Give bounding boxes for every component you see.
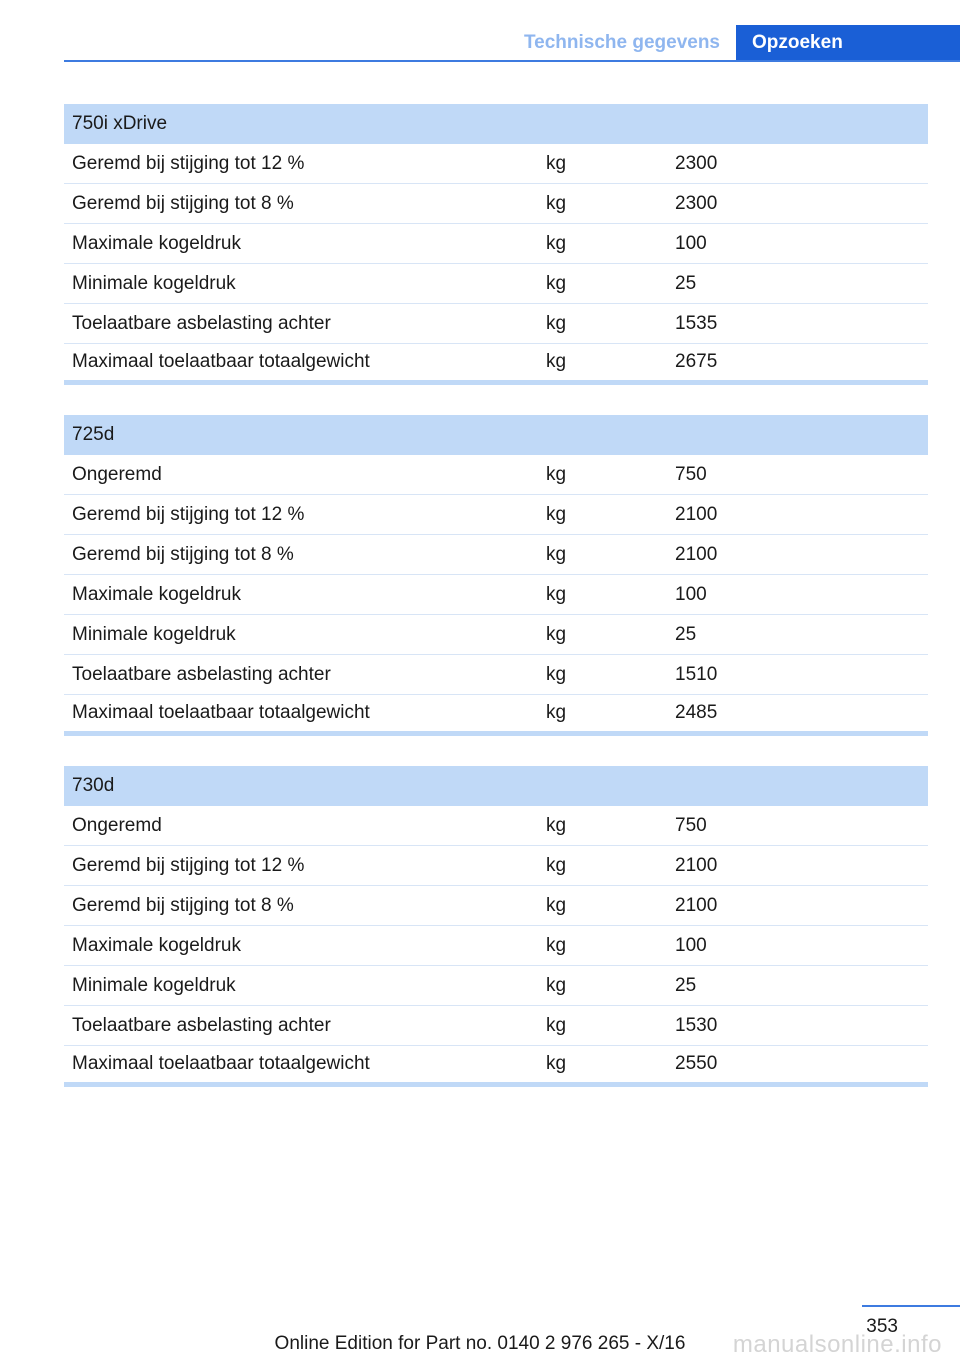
row-unit: kg [538, 535, 667, 575]
row-unit: kg [538, 806, 667, 846]
table-row [64, 846, 928, 886]
table-row [64, 806, 928, 846]
row-value: 2550 [667, 1046, 928, 1085]
row-label: Toelaatbare asbelasting achter [64, 304, 538, 344]
row-unit: kg [538, 455, 667, 495]
row-label: Maximale kogeldruk [64, 224, 538, 264]
row-unit: kg [538, 304, 667, 344]
row-label: Maximaal toelaatbaar totaalgewicht [64, 1046, 538, 1085]
table-row [64, 344, 928, 383]
row-value: 2485 [667, 695, 928, 734]
table-row [64, 144, 928, 184]
row-unit: kg [538, 344, 667, 383]
table-row [64, 264, 928, 304]
row-unit: kg [538, 846, 667, 886]
row-unit: kg [538, 184, 667, 224]
header-section-title: Technische gegevens [523, 32, 720, 53]
row-label: Ongeremd [64, 455, 538, 495]
spec-table [64, 104, 928, 385]
row-value: 750 [667, 455, 928, 495]
table-title: 750i xDrive [64, 104, 928, 144]
table-row [64, 495, 928, 535]
spec-table [64, 415, 928, 736]
table-row [64, 1006, 928, 1046]
table-row [64, 926, 928, 966]
table-row [64, 655, 928, 695]
row-label: Maximaal toelaatbaar totaalgewicht [64, 344, 538, 383]
row-label: Minimale kogeldruk [64, 966, 538, 1006]
row-unit: kg [538, 886, 667, 926]
row-label: Maximale kogeldruk [64, 575, 538, 615]
row-label: Geremd bij stijging tot 8 % [64, 886, 538, 926]
row-label: Geremd bij stijging tot 12 % [64, 144, 538, 184]
row-value: 2300 [667, 184, 928, 224]
row-value: 25 [667, 264, 928, 304]
row-value: 2100 [667, 846, 928, 886]
row-unit: kg [538, 1006, 667, 1046]
header-divider [64, 60, 960, 62]
footer-edition-text: Online Edition for Part no. 0140 2 976 265 - X/16 [274, 1333, 686, 1354]
row-label: Toelaatbare asbelasting achter [64, 1006, 538, 1046]
row-value: 1510 [667, 655, 928, 695]
table-row [64, 224, 928, 264]
row-label: Geremd bij stijging tot 12 % [64, 495, 538, 535]
row-unit: kg [538, 695, 667, 734]
page-header [0, 0, 960, 62]
row-value: 25 [667, 615, 928, 655]
table-row [64, 1046, 928, 1085]
spec-table [64, 766, 928, 1087]
row-value: 1535 [667, 304, 928, 344]
row-label: Toelaatbare asbelasting achter [64, 655, 538, 695]
row-value: 100 [667, 926, 928, 966]
table-row [64, 615, 928, 655]
row-unit: kg [538, 615, 667, 655]
row-value: 2675 [667, 344, 928, 383]
table-title: 725d [64, 415, 928, 455]
spec-tables [64, 104, 928, 1117]
row-unit: kg [538, 224, 667, 264]
row-value: 2300 [667, 144, 928, 184]
page-number: 353 [866, 1316, 898, 1337]
table-row [64, 455, 928, 495]
row-unit: kg [538, 966, 667, 1006]
row-value: 2100 [667, 535, 928, 575]
table-title: 730d [64, 766, 928, 806]
row-label: Geremd bij stijging tot 12 % [64, 846, 538, 886]
row-label: Geremd bij stijging tot 8 % [64, 184, 538, 224]
row-label: Geremd bij stijging tot 8 % [64, 535, 538, 575]
header-tab-opzoeken[interactable]: Opzoeken [736, 25, 960, 62]
row-value: 1530 [667, 1006, 928, 1046]
row-unit: kg [538, 144, 667, 184]
table-row [64, 184, 928, 224]
row-label: Ongeremd [64, 806, 538, 846]
table-row [64, 695, 928, 734]
row-unit: kg [538, 575, 667, 615]
page-number-divider [862, 1305, 960, 1307]
row-label: Maximale kogeldruk [64, 926, 538, 966]
row-unit: kg [538, 655, 667, 695]
row-unit: kg [538, 1046, 667, 1085]
table-row [64, 304, 928, 344]
row-unit: kg [538, 495, 667, 535]
row-value: 750 [667, 806, 928, 846]
row-value: 100 [667, 575, 928, 615]
row-value: 100 [667, 224, 928, 264]
table-row [64, 966, 928, 1006]
watermark: manualsonline.info [732, 1331, 942, 1358]
row-value: 2100 [667, 495, 928, 535]
row-unit: kg [538, 264, 667, 304]
table-row [64, 575, 928, 615]
row-label: Minimale kogeldruk [64, 615, 538, 655]
row-value: 2100 [667, 886, 928, 926]
row-unit: kg [538, 926, 667, 966]
table-row [64, 535, 928, 575]
row-value: 25 [667, 966, 928, 1006]
row-label: Minimale kogeldruk [64, 264, 538, 304]
row-label: Maximaal toelaatbaar totaalgewicht [64, 695, 538, 734]
table-row [64, 886, 928, 926]
